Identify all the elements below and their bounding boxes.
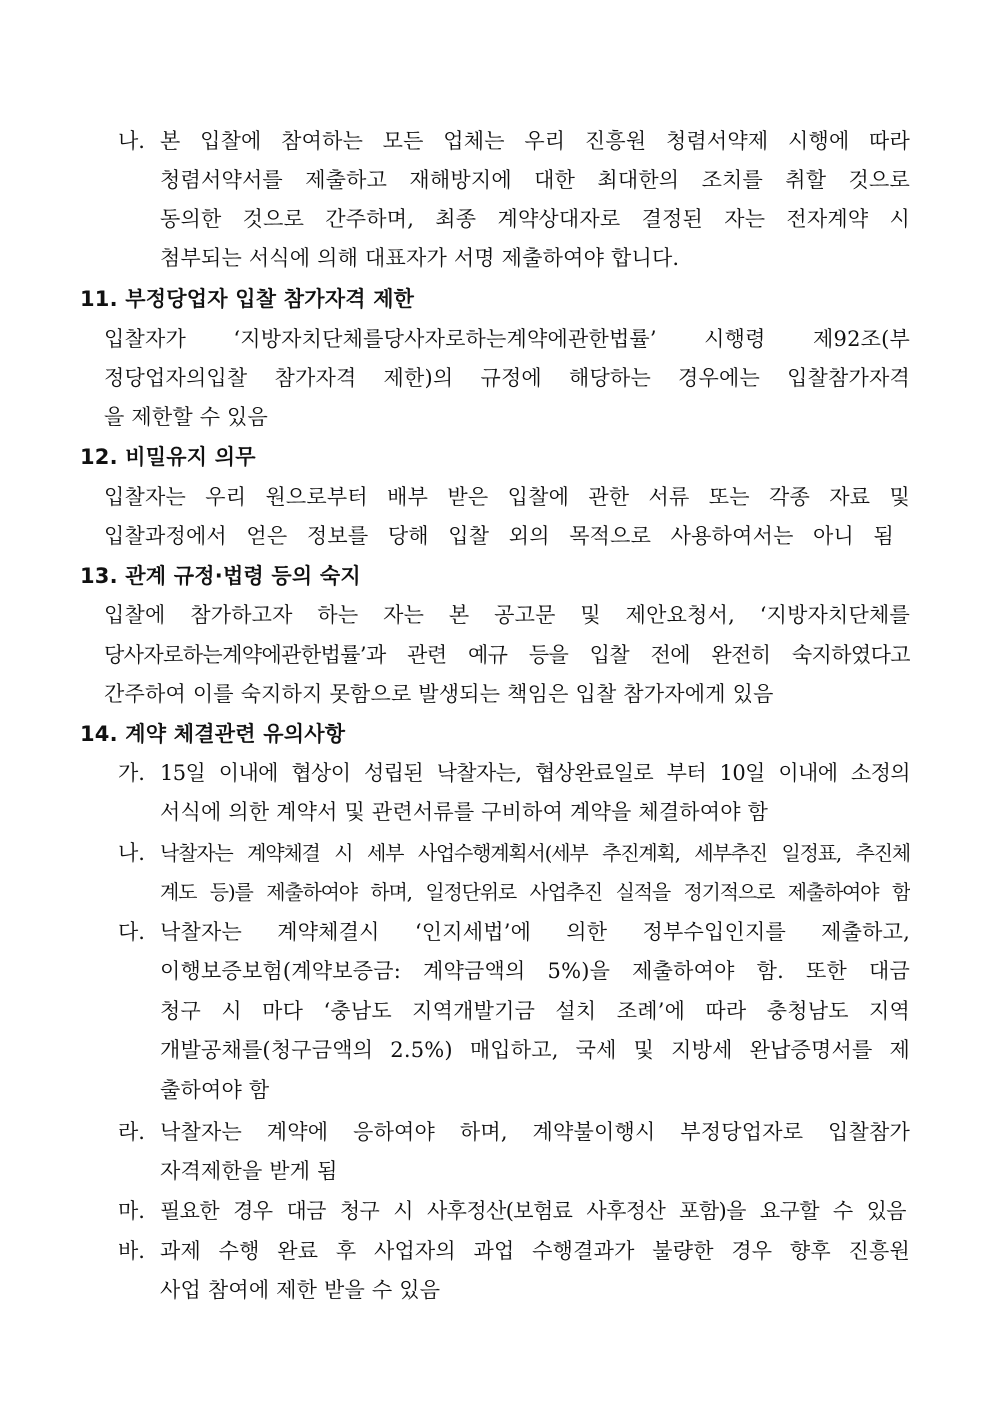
paragraph-line: 청렴서약서를 제출하고 재해방지에 대한 최대한의 조치를 취할 것으로: [160, 168, 910, 192]
paragraph-line: 서식에 의한 계약서 및 관련서류를 구비하여 계약을 체결하여야 함: [160, 800, 769, 824]
paragraph-line: 을 제한할 수 있음: [104, 405, 269, 429]
paragraph-line: 간주하여 이를 숙지하지 못함으로 발생되는 책임은 입찰 참가자에게 있음: [104, 682, 774, 706]
item-marker: 가.: [118, 761, 145, 785]
paragraph-line: 청구 시 마다 ‘충남도 지역개발기금 설치 조례’에 따라 충청남도 지역: [160, 999, 910, 1023]
paragraph-line: 개발공채를(청구금액의 2.5%) 매입하고, 국세 및 지방세 완납증명서를 제: [160, 1038, 910, 1062]
paragraph-line: 동의한 것으로 간주하며, 최종 계약상대자로 결정된 자는 전자계약 시: [160, 207, 910, 231]
section-heading: 11. 부정당업자 입찰 참가자격 제한: [80, 287, 415, 311]
paragraph-line: 입찰자는 우리 원으로부터 배부 받은 입찰에 관한 서류 또는 각종 자료 및: [104, 485, 910, 509]
paragraph-line: 정당업자의입찰 참가자격 제한)의 규정에 해당하는 경우에는 입찰참가자격: [104, 366, 910, 390]
paragraph-line: 계도 등)를 제출하여야 하며, 일정단위로 사업추진 실적을 정기적으로 제출하여야 함: [160, 880, 910, 904]
paragraph-line: 입찰에 참가하고자 하는 자는 본 공고문 및 제안요청서, ‘지방자치단체를: [104, 603, 910, 627]
paragraph-line: 낙찰자는 계약에 응하여야 하며, 계약불이행시 부정당업자로 입찰참가: [160, 1120, 910, 1144]
paragraph-line: 과제 수행 완료 후 사업자의 과업 수행결과가 불량한 경우 향후 진흥원: [160, 1239, 910, 1263]
paragraph-line: 출하여야 함: [160, 1078, 270, 1102]
item-marker: 라.: [118, 1120, 145, 1144]
paragraph-line: 본 입찰에 참여하는 모든 업체는 우리 진흥원 청렴서약제 시행에 따라: [160, 129, 910, 153]
section-heading: 13. 관계 규정·법령 등의 숙지: [80, 564, 361, 588]
item-marker: 나.: [118, 129, 145, 153]
item-marker: 마.: [118, 1199, 145, 1223]
paragraph-line: 필요한 경우 대금 청구 시 사후정산(보험료 사후정산 포함)을 요구할 수 있음: [160, 1199, 906, 1223]
paragraph-line: 15일 이내에 협상이 성립된 낙찰자는, 협상완료일로 부터 10일 이내에 소정의: [160, 761, 910, 785]
paragraph-line: 입찰과정에서 얻은 정보를 당해 입찰 외의 목적으로 사용하여서는 아니 됨: [104, 524, 894, 548]
paragraph-line: 당사자로하는계약에관한법률’과 관련 예규 등을 입찰 전에 완전히 숙지하였다고: [104, 643, 910, 667]
item-marker: 바.: [118, 1239, 145, 1263]
paragraph-line: 첨부되는 서식에 의해 대표자가 서명 제출하여야 합니다.: [160, 246, 680, 270]
paragraph-line: 이행보증보험(계약보증금: 계약금액의 5%)을 제출하여야 함. 또한 대금: [160, 959, 910, 983]
section-heading: 14. 계약 체결관련 유의사항: [80, 722, 346, 746]
section-heading: 12. 비밀유지 의무: [80, 445, 256, 469]
item-marker: 나.: [118, 841, 145, 865]
paragraph-line: 낙찰자는 계약체결시 ‘인지세법’에 의한 정부수입인지를 제출하고,: [160, 920, 910, 944]
paragraph-line: 낙찰자는 계약체결 시 세부 사업수행계획서(세부 추진계획, 세부추진 일정표, 추진체: [160, 841, 910, 865]
paragraph-line: 자격제한을 받게 됨: [160, 1159, 338, 1183]
paragraph-line: 입찰자가 ‘지방자치단체를당사자로하는계약에관한법률’ 시행령 제92조(부: [104, 327, 910, 351]
paragraph-line: 사업 참여에 제한 받을 수 있음: [160, 1278, 441, 1302]
item-marker: 다.: [118, 920, 145, 944]
